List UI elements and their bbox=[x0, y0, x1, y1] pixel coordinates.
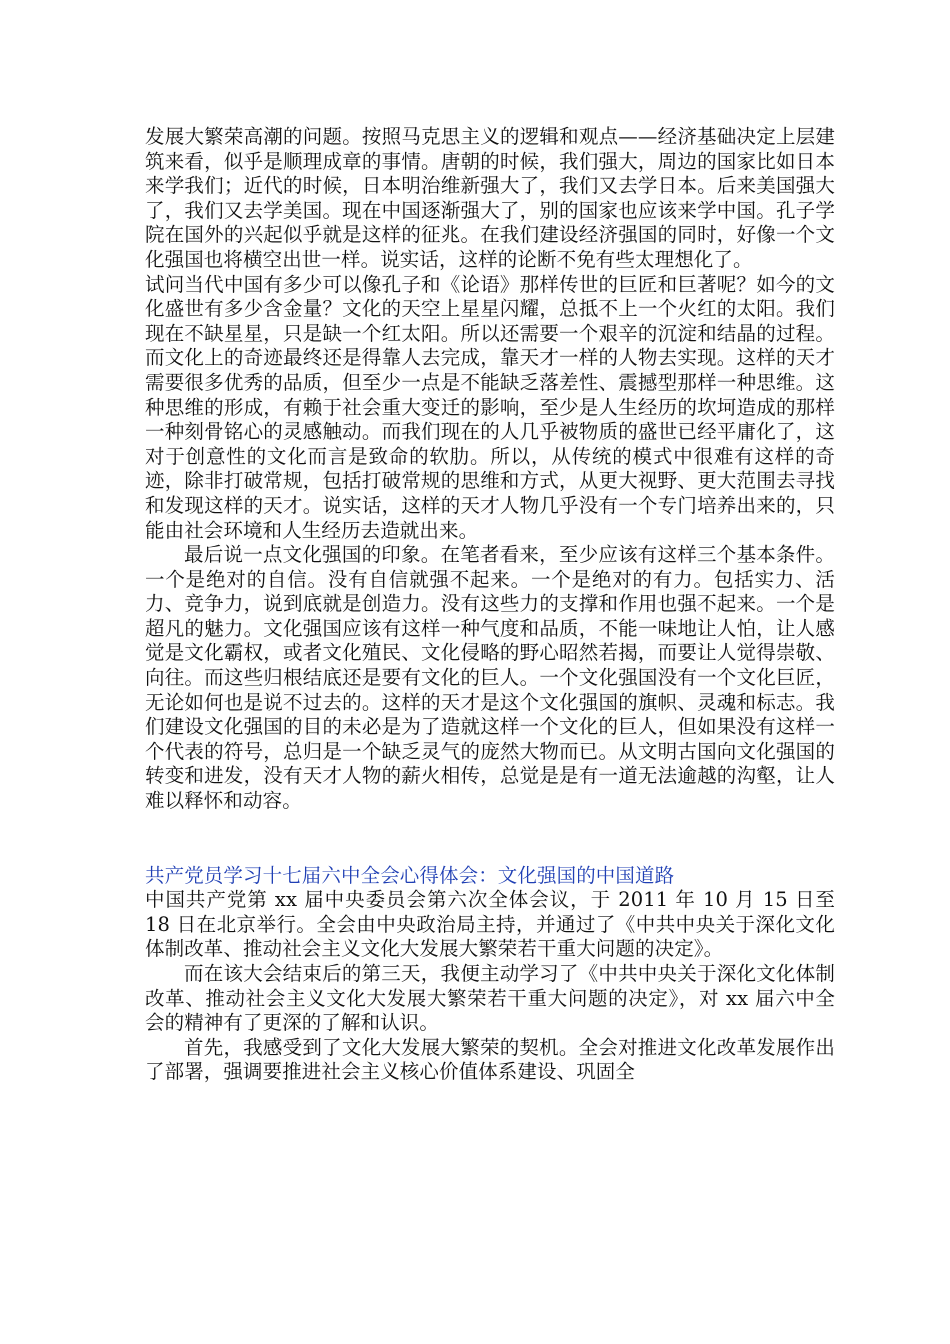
article2-title: 共产党员学习十七届六中全会心得体会：文化强国的中国道路 bbox=[145, 863, 675, 887]
section-spacer bbox=[145, 814, 835, 864]
article2-paragraph-3: 首先，我感受到了文化大发展大繁荣的契机。全会对推进文化改革发展作出了部署，强调要推进社会主义核心价值体系建设、巩固全 bbox=[145, 1035, 835, 1084]
article2-paragraph-2: 而在该大会结束后的第三天，我便主动学习了《中共中央关于深化文化体制改革、推动社会主义文化大发展大繁荣若干重大问题的决定》，对 xx 届六中全会的精神有了更深的了解和认识。 bbox=[145, 962, 835, 1035]
document-page bbox=[145, 125, 835, 1085]
article1-paragraph-3: 最后说一点文化强国的印象。在笔者看来，至少应该有这样三个基本条件。一个是绝对的自信。没有自信就强不起来。一个是绝对的有力。包括实力、活力、竞争力，说到底就是创造力。没有这些力的支撑和作用也强不起来。一个是超凡的魅力。文化强国应该有这样一种气度和品质，不能一味地让人怕，让人感觉是文化霸权，或者文化殖民、文化侵略的野心昭然若揭，而要让人觉得崇敬、向往。而这些归根结底还是要有文化的巨人。一个文化强国没有一个文化巨匠，无论如何也是说不过去的。这样的天才是这个文化强国的旗帜、灵魂和标志。我们建设文化强国的目的未必是为了造就这样一个文化的巨人，但如果没有这样一个代表的符号，总归是一个缺乏灵气的庞然大物而已。从文明古国向文化强国的转变和进发，没有天才人物的薪火相传，总觉是是有一道无法逾越的沟壑，让人难以释怀和动容。 bbox=[145, 543, 835, 813]
article1-paragraph-1: 发展大繁荣高潮的问题。按照马克思主义的逻辑和观点——经济基础决定上层建筑来看，似乎是顺理成章的事情。唐朝的时候，我们强大，周边的国家比如日本来学我们；近代的时候，日本明治维新强大了，我们又去学日本。后来美国强大了，我们又去学美国。现在中国逐渐强大了，别的国家也应该来学中国。孔子学院在国外的兴起似乎就是这样的征兆。在我们建设经济强国的同时，好像一个文化强国也将横空出世一样。说实话，这样的论断不免有些太理想化了。 bbox=[145, 125, 835, 271]
article1-paragraph-2: 试问当代中国有多少可以像孔子和《论语》那样传世的巨匠和巨著呢？如今的文化盛世有多少含金量？文化的天空上星星闪耀，总抵不上一个火红的太阳。我们现在不缺星星，只是缺一个红太阳。所以还需要一个艰辛的沉淀和结晶的过程。而文化上的奇迹最终还是得靠人去完成，靠天才一样的人物去实现。这样的天才需要很多优秀的品质，但至少一点是不能缺乏落差性、震撼型那样一种思维。这种思维的形成，有赖于社会重大变迁的影响，至少是人生经历的坎坷造成的那样一种刻骨铭心的灵感触动。而我们现在的人几乎被物质的盛世已经平庸化了，这对于创意性的文化而言是致命的软肋。所以，从传统的模式中很难有这样的奇迹，除非打破常规，包括打破常规的思维和方式，从更大视野、更大范围去寻找和发现这样的天才。说实话，这样的天才人物几乎没有一个专门培养出来的，只能由社会环境和人生经历去造就出来。 bbox=[145, 272, 835, 542]
article2-paragraph-1: 中国共产党第 xx 届中央委员会第六次全体会议，于 2011 年 10 月 15 日至 18 日在北京举行。全会由中央政治局主持，并通过了《中共中央关于深化文化体制改革、推动社会主义文化大发展大繁荣若干重大问题的决定》。 bbox=[145, 888, 835, 961]
